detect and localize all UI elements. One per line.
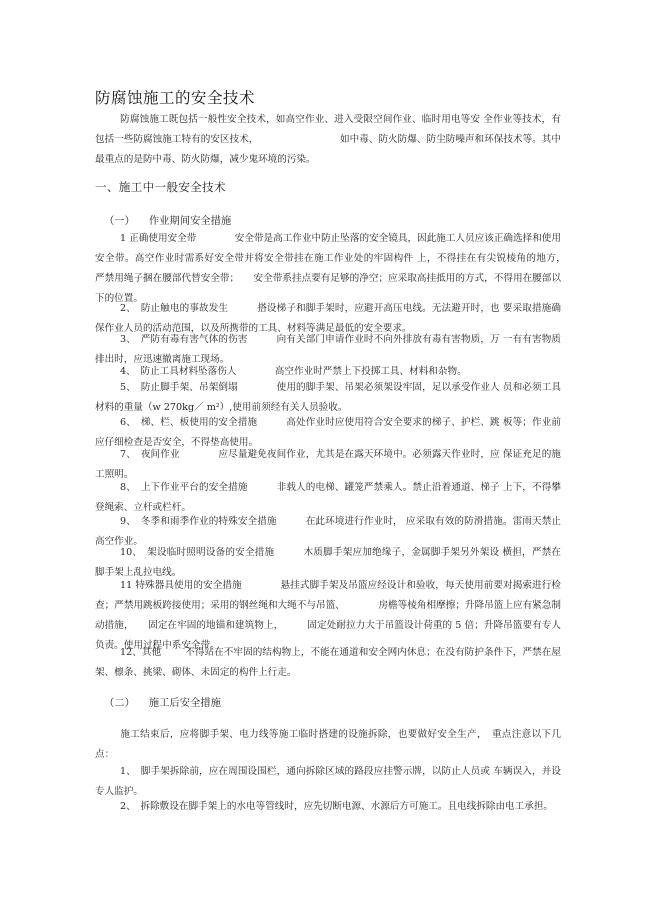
intro-text: 防腐蚀施工既包括一般性安全技术，如高空作业、进入受限空间作业、临时用电等安 全作业等技术，有包括一些防腐蚀施工特有的安区技术， 如中毒、防火防爆、防尘防噪声和环保技术等。其中最重点的是防中毒、防火防爆，减少鬼环境的污染。 [95, 114, 561, 165]
list-item: 3、 严防有毒有害气体的伤害 向有关部门申请作业时不向外排放有毒有害物质，万 一有有害物质排出时，应迅速撤离施工现场。 [95, 334, 561, 365]
page-title: 防腐蚀施工的安全技术 [95, 89, 256, 107]
subsection-title: 施工后安全措施 [148, 697, 221, 709]
list-item: 1、 脚手架拆除前，应在周围设围栏，通向拆除区域的路段应挂警示牌，以防止人员或 车辆误入，并设专人监护。 [95, 766, 561, 797]
list-item: 2、 防止触电的事故发生 搭设梯子和脚手架时，应避开高压电线。无法避开时，也 要采取措施确保作业人员的活动范围，以及所携带的工具、材料等满足最低的安全要求。 [95, 303, 561, 334]
list-item: 11 特殊器具使用的安全措施 悬挂式脚手架及吊篮应经设计和验收，每天使用前要对揭索进行检查；严禁用跳板跨接使用；采用的钢丝绳和大绳不与吊篮、 房檐等棱角相摩擦；升降吊篮上应有紧急制动措施， 固定在牢固的地锚和建筑物上， 固定处耐拉力大于吊篮设计荷重的 5 倍；升降吊篮要有专人负责。使用过程中系安全带。 [95, 580, 561, 651]
list-item: 4、 防止工具材料坠落伤人 高空作业时严禁上下投掷工具、材料和杂物。 [120, 366, 467, 377]
subsection-number: （一） [104, 215, 135, 227]
section-heading-general-safety: 一、施工中一般安全技术 [95, 180, 226, 194]
intro-paragraph [95, 110, 561, 170]
list-item: 10、 架设临时照明设备的安全措施 木质脚手架应加绝缘子，金属脚手架另外架设 横担，严禁在脚手架上乱拉电线。 [95, 547, 561, 578]
list-item: 1 正确使用安全带 安全带是高工作业中防止坠落的安全镜具，因此施工人员应该正确选择和使用安全带。高空作业时需系好安全带并将安全带挂在施工作业处的牢固构件 上，不得挂在有尖锐棱角的地方， 严禁用绳子捆在腰部代替安全带； 安全带系挂点要有足够的净空；应采取高挂抵用的方式，不得用在腰部以下的位置。 [95, 233, 619, 304]
subsection-number: （二） [104, 697, 135, 709]
list-item: 5、 防止脚手架、吊架倒塌 使用的脚手架、吊架必须架设牢固，足以承受作业人 员和必须工具材料的重量（w 270kg／ m²）,使用前须经有关人员验收。 [95, 382, 561, 413]
list-item: 8、 上下作业平台的安全措施 非载人的电梯、罐笼严禁乘人。禁止沿着通道、梯子 上下，不得攀登绳索、立杆或栏杆。 [95, 482, 561, 513]
list-item: 施工结束后，应将脚手架、电力线等施工临时搭建的设施拆除，也要做好安全生产， 重点注意以下几点： [95, 729, 561, 760]
subsection-title: 作业期间安全措施 [148, 215, 232, 227]
subsection-heading-after-work [104, 694, 221, 709]
subsection-heading-during-work [104, 212, 231, 227]
list-item: 6、 梯、栏、板使用的安全措施 高处作业时应使用符合安全要求的梯子、护栏、跳 板等；作业前应仔细检查是否安全，不得垫高使用。 [95, 417, 561, 448]
list-item: 12、其他 不得站在不牢固的结构物上，不能在通道和安全网内休息；在没有防护条件下，严禁在屋架、檩条、挑梁、砌体、未固定的构件上行走。 [95, 647, 561, 678]
list-item: 9、 冬季和雨季作业的特殊安全措施 在此环境进行作业时， 应采取有效的防滑措施。雷雨天禁止高空作业。 [95, 516, 561, 547]
list-item: 7、 夜间作业 应尽量避免夜间作业，尤其是在露天环境中。必须露天作业时，应 保证充足的施工照明。 [95, 449, 561, 480]
list-item: 2、 拆除敷设在脚手架上的水电等管线时，应先切断电源、水源后方可施工。且电线拆除由电工承担。 [120, 801, 554, 812]
